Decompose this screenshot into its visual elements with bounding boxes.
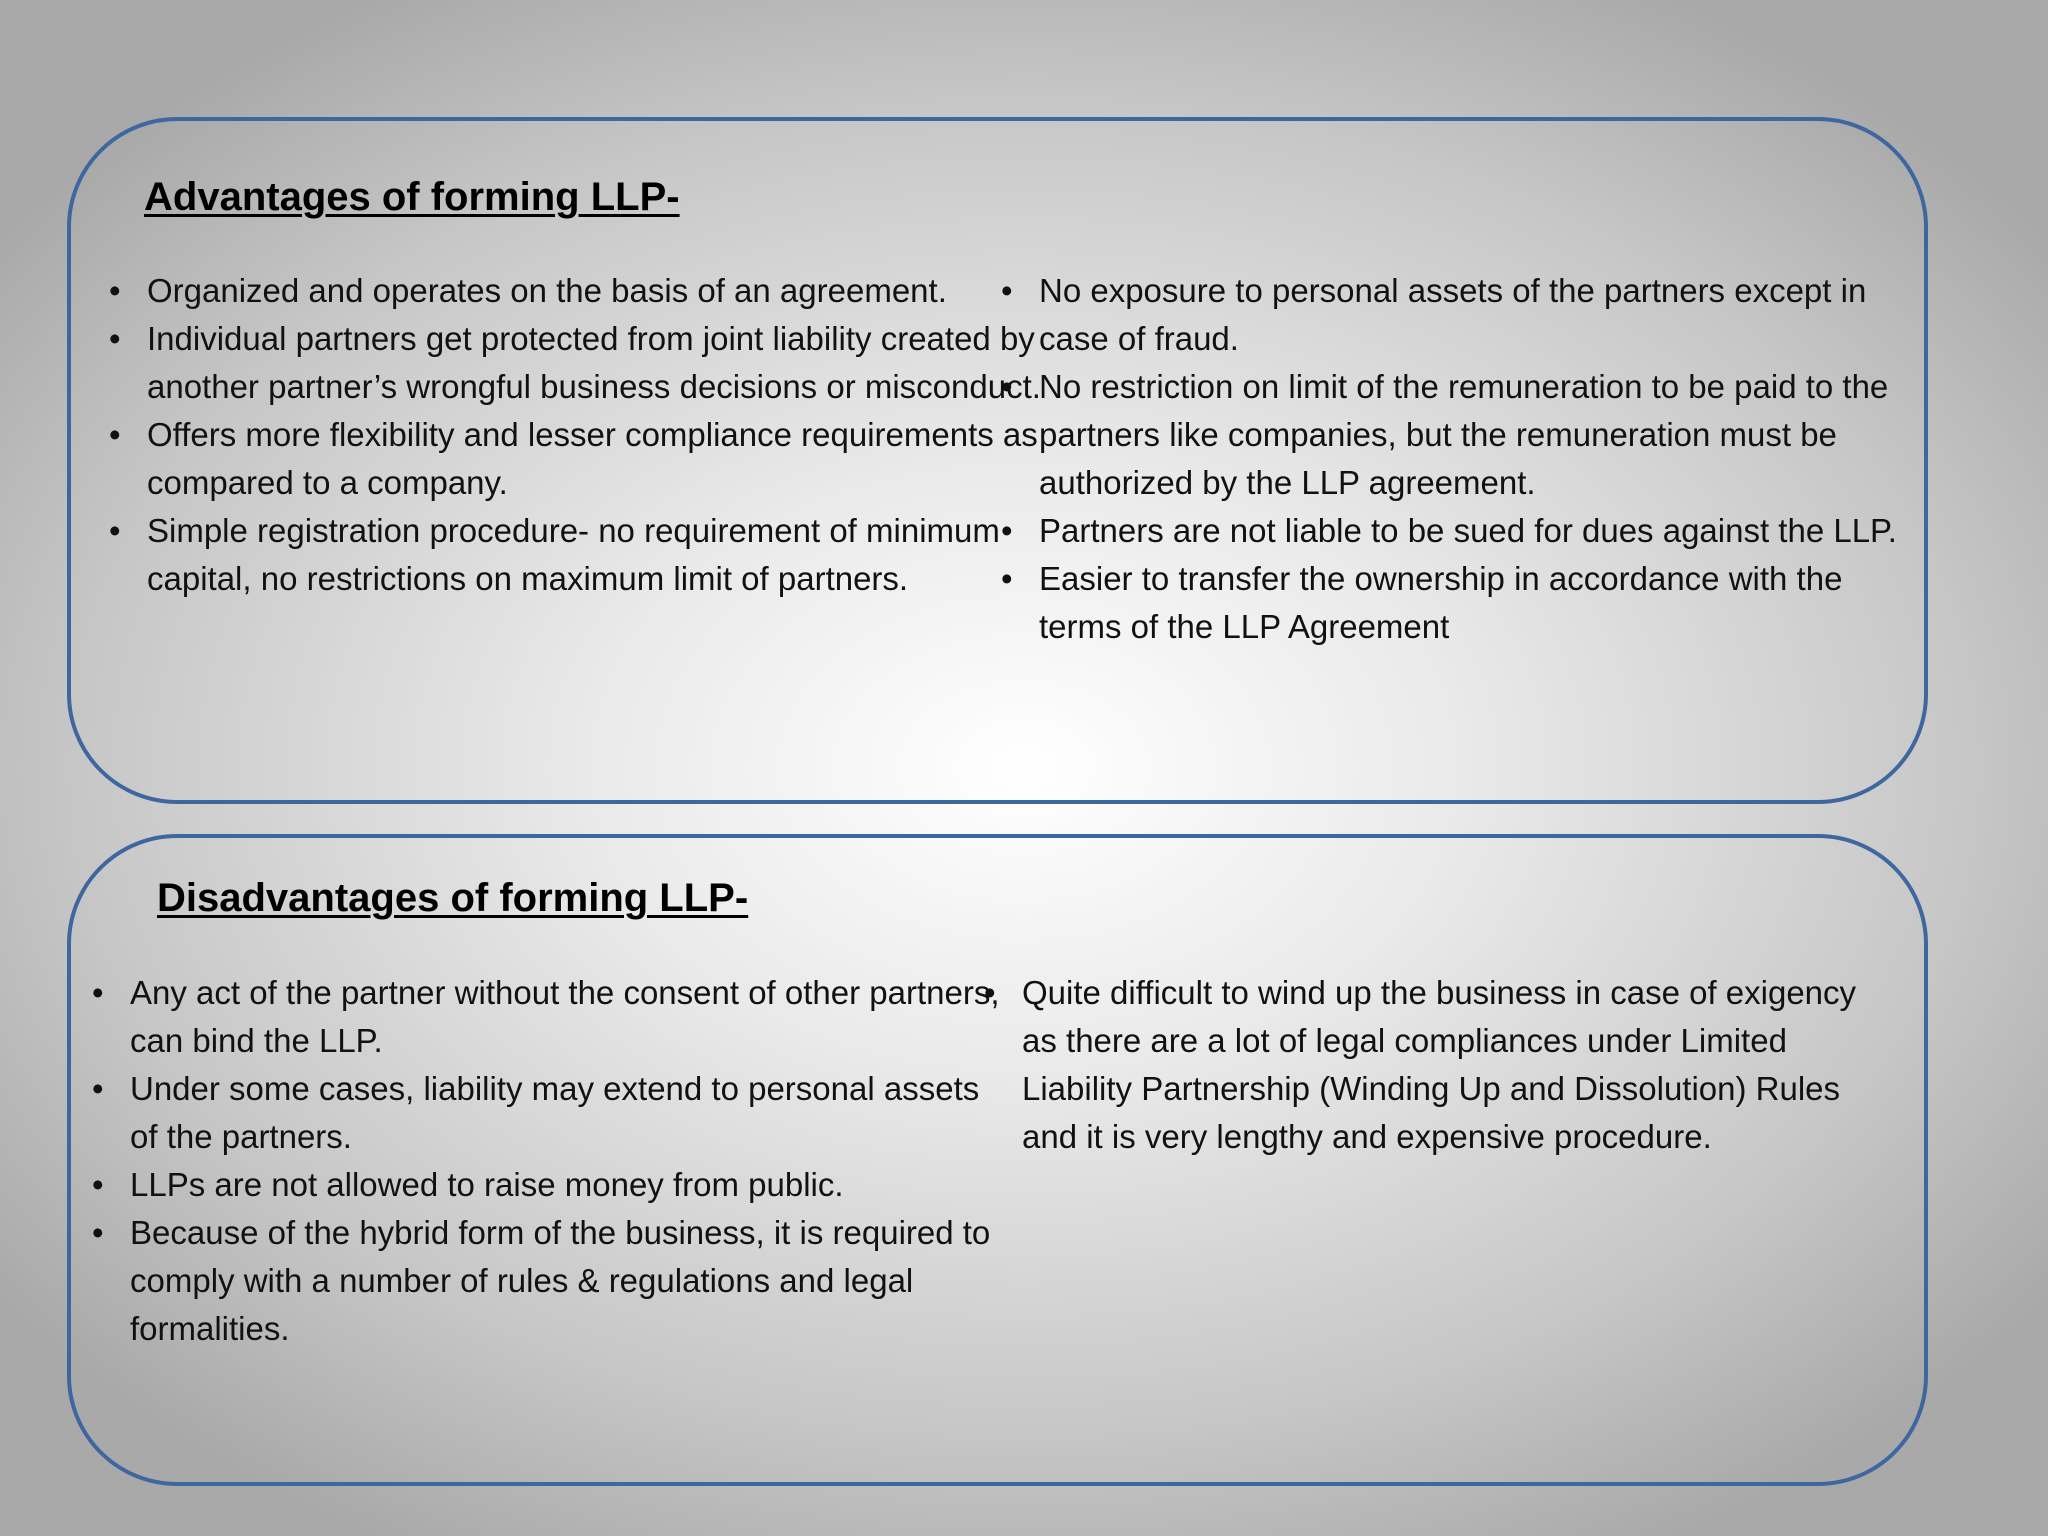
advantages-left-list <box>107 267 1052 603</box>
disadvantages-heading: Disadvantages of forming LLP- <box>157 876 749 920</box>
list-item: • Under some cases, liability may extend to personal assets of the partners. <box>90 1065 1010 1161</box>
list-item: • Offers more flexibility and lesser compliance requirements as compared to a company. <box>107 411 1052 507</box>
list-item: • Simple registration procedure- no requirement of minimum capital, no restrictions on maximum limit of partners. <box>107 507 1052 603</box>
list-item: • Organized and operates on the basis of an agreement. <box>107 267 1052 315</box>
disadvantages-right-list <box>982 969 1862 1161</box>
list-item: • Partners are not liable to be sued for dues against the LLP. <box>999 507 1899 555</box>
advantages-panel <box>67 117 1928 804</box>
list-item: • Any act of the partner without the consent of other partners, can bind the LLP. <box>90 969 1010 1065</box>
list-item: • Quite difficult to wind up the business in case of exigency as there are a lot of legal compliances under Limited Liability Partnership (Winding Up and Dissolution) Rules and it is very lengthy and expensive procedure. <box>982 969 1862 1161</box>
list-item: • Because of the hybrid form of the business, it is required to comply with a number of rules & regulations and legal formalities. <box>90 1209 1010 1353</box>
advantages-heading: Advantages of forming LLP- <box>144 175 680 219</box>
list-item: • No restriction on limit of the remuneration to be paid to the partners like companies, but the remuneration must be authorized by the LLP agreement. <box>999 363 1899 507</box>
disadvantages-panel <box>67 834 1928 1486</box>
advantages-right-list <box>999 267 1899 651</box>
list-item: • No exposure to personal assets of the partners except in case of fraud. <box>999 267 1899 363</box>
list-item: • Individual partners get protected from joint liability created by another partner’s wrongful business decisions or misconduct. <box>107 315 1052 411</box>
list-item: • Easier to transfer the ownership in accordance with the terms of the LLP Agreement <box>999 555 1899 651</box>
disadvantages-left-list <box>90 969 1010 1353</box>
list-item: • LLPs are not allowed to raise money from public. <box>90 1161 1010 1209</box>
